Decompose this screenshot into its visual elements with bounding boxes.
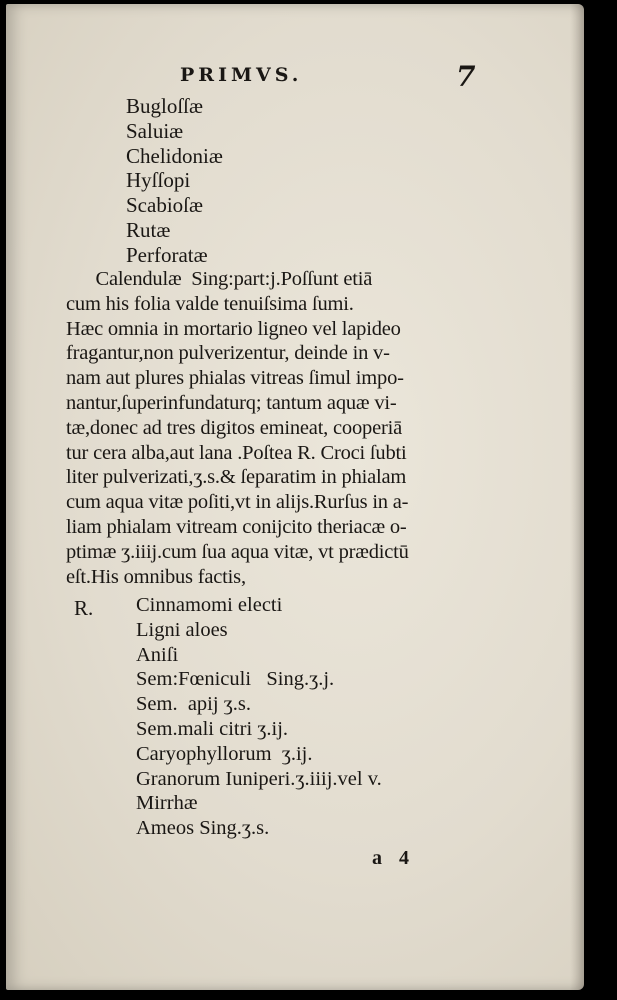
- body-line: Hæc omnia in mortario ligneo vel lapideo: [66, 317, 401, 340]
- ingredient-line: Sem.mali citri ʒ.ij.: [136, 717, 289, 740]
- body-line: tur cera alba,aut lana .Poſtea R. Croci ſubti: [66, 441, 407, 464]
- page-edge-shadow: [570, 4, 584, 990]
- ingredient-line: Perforatæ: [126, 242, 208, 267]
- body-line: liter pulverizati,ʒ.s.& ſeparatim in phialam: [66, 466, 407, 489]
- body-line: Calendulæ Sing:part:j.Poſſunt etiā: [66, 268, 373, 290]
- body-line: nantur,ſuperinfundaturq; tantum aquæ vi-: [66, 391, 397, 414]
- ingredient-line: Ameos Sing.ʒ.s.: [136, 817, 270, 840]
- recipe-marker: R.: [74, 596, 94, 620]
- body-line: eſt.His omnibus factis,: [66, 565, 246, 588]
- body-line: cum aqua vitæ poſiti,vt in alijs.Rurſus in a-: [66, 491, 409, 514]
- ingredient-line: Chelidoniæ: [126, 143, 223, 168]
- ingredient-line: Granorum Iuniperi.ʒ.iiij.vel v.: [136, 767, 382, 790]
- ingredient-line: Sem. apij ʒ.s.: [136, 693, 252, 716]
- ingredient-line: Ligni aloes: [136, 618, 228, 641]
- ingredient-line: Caryophyllorum ʒ.ij.: [136, 742, 313, 765]
- ingredient-line: Sem:Fœniculi Sing.ʒ.j.: [136, 668, 335, 691]
- body-line: ptimæ ʒ.iiij.cum ſua aqua vitæ, vt prædictū: [66, 540, 409, 563]
- body-line: tæ,donec ad tres digitos emineat, cooperiā: [66, 416, 403, 439]
- ingredient-line: Bugloſſæ: [126, 94, 204, 118]
- page-number: 7: [456, 60, 476, 93]
- ingredient-line: Aniſi: [136, 643, 179, 666]
- signature-mark: a 4: [372, 847, 415, 869]
- body-line: fragantur,non pulverizentur, deinde in v-: [66, 342, 390, 365]
- book-page: [6, 4, 584, 990]
- body-paragraph: [66, 267, 496, 589]
- ingredient-line: Mirrhæ: [136, 792, 198, 815]
- ingredient-line: Hyſſopi: [126, 168, 191, 193]
- ingredient-line: Saluiæ: [126, 118, 184, 143]
- body-line: nam aut plures phialas vitreas ſimul impo-: [66, 367, 404, 390]
- ingredient-list-second: [136, 593, 382, 841]
- ingredient-list-first: [126, 94, 223, 268]
- body-line: cum his folia valde tenuiſsima ſumi.: [66, 292, 354, 315]
- ingredient-line: Cinnamomi electi: [136, 594, 283, 616]
- ingredient-line: Rutæ: [126, 217, 171, 242]
- running-title: PRIMVS.: [180, 64, 303, 86]
- body-line: liam phialam vitream conijcito theriacæ o-: [66, 515, 407, 538]
- ingredient-line: Scabioſæ: [126, 193, 203, 218]
